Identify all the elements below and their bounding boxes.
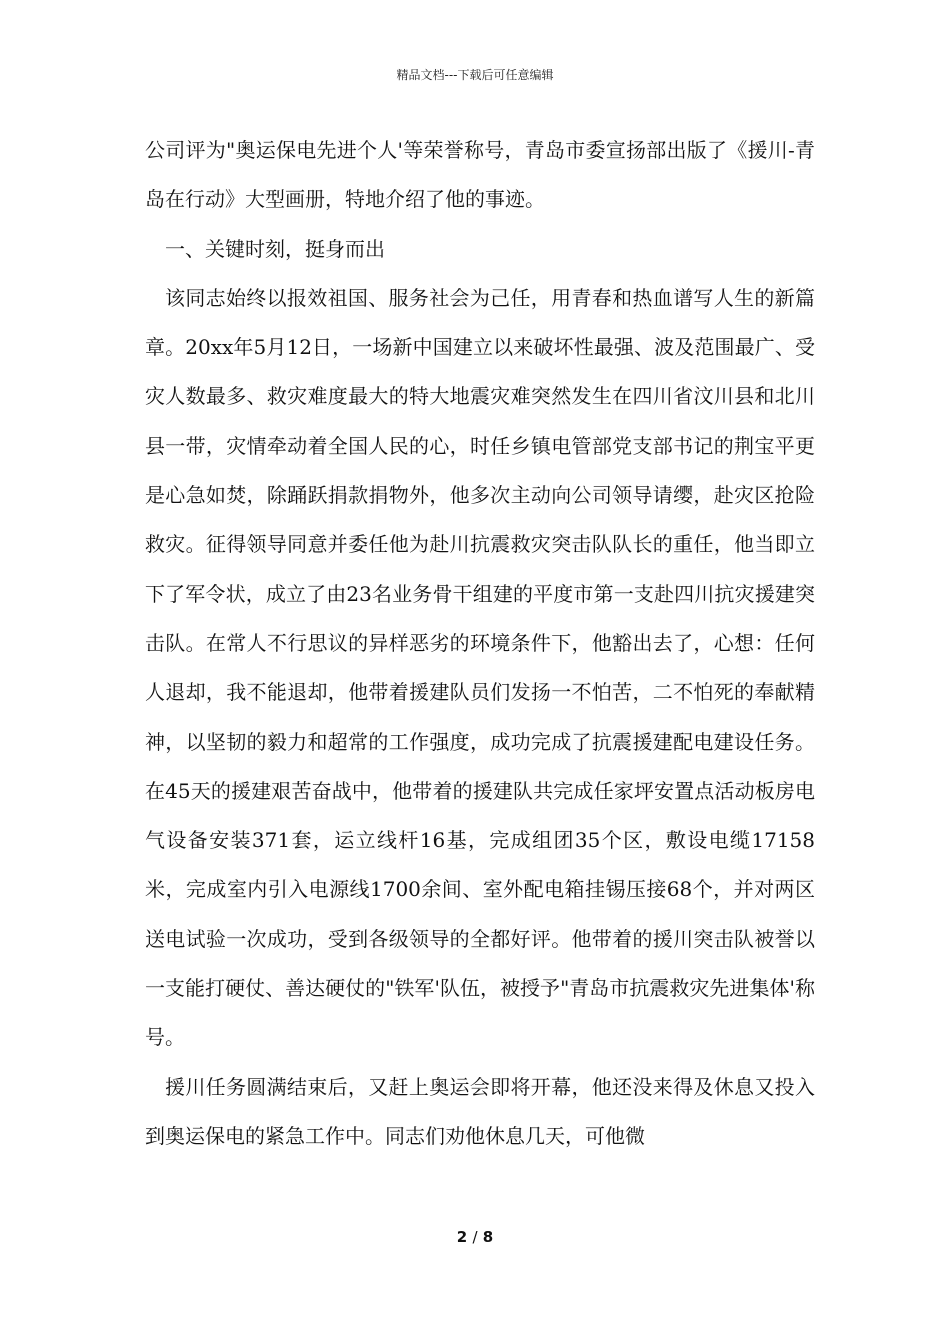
document-body <box>145 126 815 1161</box>
page-header <box>0 66 950 83</box>
page-total: 8 <box>482 1228 494 1246</box>
paragraph-olympics: 援川任务圆满结束后，又赶上奥运会即将开幕，他还没来得及休息又投入到奥运保电的紧急工作中。同志们劝他休息几天，可他微 <box>145 1074 815 1148</box>
paragraph-continuation: 公司评为"奥运保电先进个人'等荣誉称号，青岛市委宣扬部出版了《援川-青岛在行动》大型画册，特地介绍了他的事迹。 <box>145 138 815 212</box>
header-text: 精品文档---下载后可任意编辑 <box>396 68 554 82</box>
page-separator: / <box>472 1228 478 1246</box>
paragraph-main: 该同志始终以报效祖国、服务社会为己任，用青春和热血谱写人生的新篇章。20xx年5月12日，一场新中国建立以来破坏性最强、波及范围最广、受灾人数最多、救灾难度最大的特大地震灾难突然发生在四川省汶川县和北川县一带，灾情牵动着全国人民的心，时任乡镇电管部党支部书记的荆宝平更是心急如焚，除踊跃捐款捐物外，他多次主动向公司领导请缨，赴灾区抢险救灾。征得领导同意并委任他为赴川抗震救灾突击队队长的重任，他当即立下了军令状，成立了由23名业务骨干组建的平度市第一支赴四川抗灾援建突击队。在常人不行思议的异样恶劣的环境条件下，他豁出去了，心想：任何人退却，我不能退却，他带着援建队员们发扬一不怕苦，二不怕死的奉献精神，以坚韧的毅力和超常的工作强度，成功完成了抗震援建配电建设任务。在45天的援建艰苦奋战中，他带着的援建队共完成任家坪安置点活动板房电气设备安装371套，运立线杆16基，完成组团35个区，敷设电缆17158米，完成室内引入电源线1700余间、室外配电箱挂锡压接68个，并对两区送电试验一次成功，受到各级领导的全都好评。他带着的援川突击队被誉以一支能打硬仗、善达硬仗的"铁军'队伍，被授予"青岛市抗震救灾先进集体'称号。 <box>145 285 815 1050</box>
page-number <box>0 1228 950 1246</box>
page-current: 2 <box>456 1228 468 1246</box>
section-heading: 一、关键时刻，挺身而出 <box>165 236 385 261</box>
